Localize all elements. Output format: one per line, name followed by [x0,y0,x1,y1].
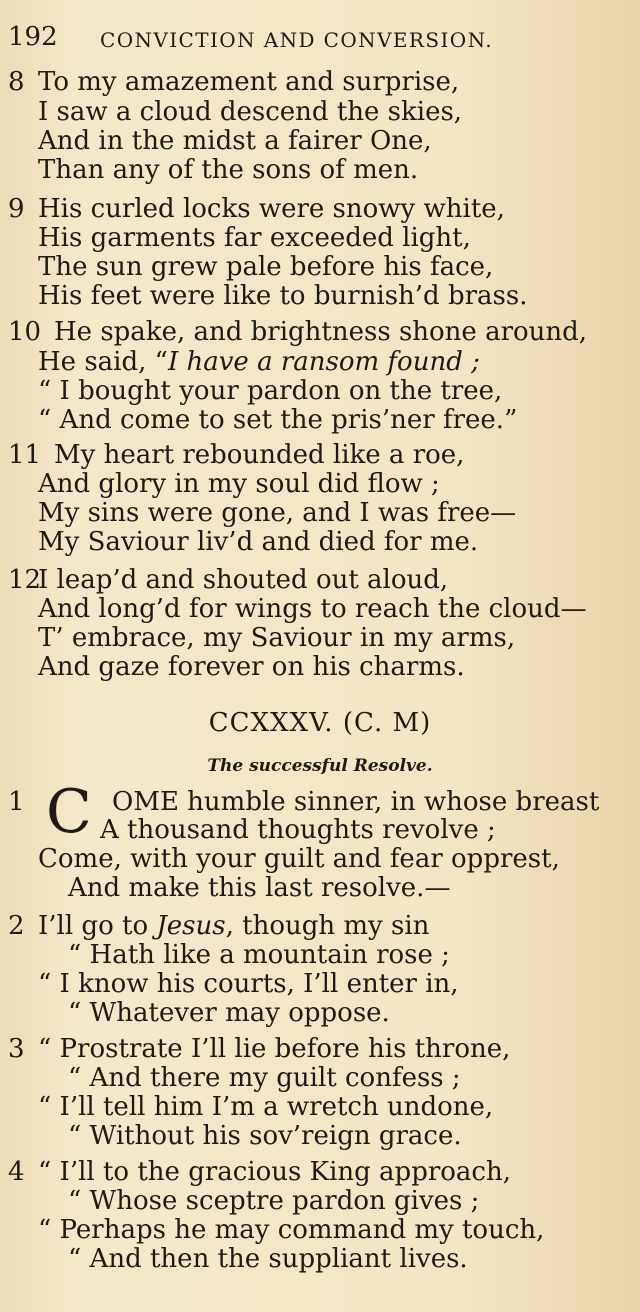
verse-line: “ I’ll tell him I’m a wretch undone, [38,1092,494,1122]
verse-line: To my amazement and surprise, [38,67,460,97]
verse-line: And in the midst a fairer One, [38,126,432,156]
verse-line: I saw a cloud descend the skies, [38,97,463,127]
verse-line: “ I’ll to the gracious King approach, [38,1157,511,1187]
italic-phrase: I have a ransom found ; [167,347,480,377]
page-number: 192 [8,22,58,52]
stanza-number: 9 [8,194,25,224]
stanza-number: 1 [8,787,25,817]
verse-line: OME humble sinner, in whose breast [112,787,600,817]
hymn-subtitle: The successful Resolve. [207,756,433,776]
verse-line: Than any of the sons of men. [38,155,419,185]
stanza-number: 11 [8,440,42,470]
stanza-number: 4 [8,1157,25,1187]
verse-line: And glory in my soul did flow ; [38,469,440,499]
stanza-number: 8 [8,67,25,97]
verse-line: And gaze forever on his charms. [38,652,465,682]
verse-line: “ I bought your pardon on the tree, [38,376,503,406]
verse-line: “ And come to set the pris’ner free.” [38,405,518,435]
verse-line: He said, “I have a ransom found ; [38,347,480,377]
stanza-number: 2 [8,911,25,941]
verse-line: His curled locks were snowy white, [38,194,505,224]
verse-line: “ Without his sov’reign grace. [68,1121,462,1151]
hymn-title: CCXXXV. (C. M) [208,708,432,738]
italic-name: Jesus [156,911,226,941]
verse-line: T’ embrace, my Saviour in my arms, [38,623,516,653]
verse-line: My Saviour liv’d and died for me. [38,527,479,557]
verse-line: My sins were gone, and I was free— [38,498,517,528]
verse-line: “ Whatever may oppose. [68,998,390,1028]
verse-line: And make this last resolve.— [68,873,451,903]
verse-line: My heart rebounded like a roe, [54,440,465,470]
verse-line: “ Hath like a mountain rose ; [68,940,450,970]
page-header [8,22,630,56]
verse-line: And long’d for wings to reach the cloud— [38,594,587,624]
running-title: CONVICTION AND CONVERSION. [100,28,493,52]
stanza-number: 10 [8,317,42,347]
verse-line: “ And there my guilt confess ; [68,1063,461,1093]
verse-line: His feet were like to burnish’d brass. [38,281,528,311]
drop-cap: C [46,777,92,847]
verse-line: A thousand thoughts revolve ; [100,815,496,845]
verse-line: “ Whose sceptre pardon gives ; [68,1186,480,1216]
verse-line: Come, with your guilt and fear opprest, [38,844,560,874]
verse-line: I’ll go to Jesus, though my sin [38,911,430,941]
verse-line: I leap’d and shouted out aloud, [38,565,449,595]
verse-line: “ I know his courts, I’ll enter in, [38,969,459,999]
verse-line: His garments far exceeded light, [38,223,471,253]
verse-line: The sun grew pale before his face, [38,252,494,282]
stanza-number: 12 [8,565,42,595]
stanza-number: 3 [8,1034,25,1064]
verse-line: “ And then the suppliant lives. [68,1244,468,1274]
verse-line: He spake, and brightness shone around, [54,317,588,347]
verse-line: “ Perhaps he may command my touch, [38,1215,545,1245]
verse-line: “ Prostrate I’ll lie before his throne, [38,1034,511,1064]
